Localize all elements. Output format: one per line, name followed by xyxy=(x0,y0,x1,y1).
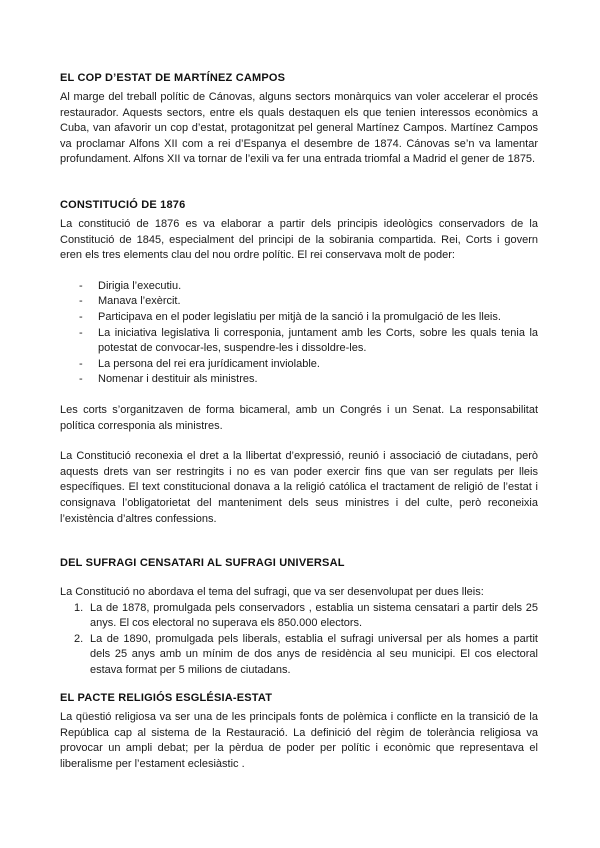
paragraph-pacte: La qüestió religiosa va ser una de les principals fonts de polèmica i conflicte en la transició de la República cap al sistema de la Restauració. La definició del règim de tolerància religiosa va provocar un ampli debat; per la pèrdua de poder per polític i econòmic que representava el liberalisme per l’estament eclesiàstic . xyxy=(60,711,538,770)
list-item: - Nomenar i destituir als ministres. xyxy=(79,373,258,386)
section-constitucio-1876 xyxy=(60,199,538,527)
list-item: - Manava l’exèrcit. xyxy=(79,295,181,308)
paragraph-sufragi-intro: La Constitució no abordava el tema del sufragi, que va ser desenvolupat per dues lleis: xyxy=(60,586,484,598)
section-pacte-religios xyxy=(60,692,538,772)
list-item: - La persona del rei era jurídicament inviolable. xyxy=(79,357,320,370)
section-title-constitucio: CONSTITUCIÓ DE 1876 xyxy=(60,199,186,211)
paragraph-drets: La Constitució reconexia el dret a la llibertat d’expressió, reunió i associació de ciutadans, però aquests drets van ser restringits i no es van poder exercir fins que van ser regulats per lleis específiques. El text constitucional donava a la religió católica el tractament de religió de l’estat i consignava l’obligatorietat del manteniment dels seus ministres i del culte, però reconeixia l’existència d’altres confessions. xyxy=(60,450,538,525)
list-item: 1. La de 1878, promulgada pels conservadors , establia un sistema censatari a partir dels 25 anys. El cos electoral no superava els 850.000 electors. xyxy=(74,601,538,630)
sufragi-laws-list xyxy=(60,601,538,679)
paragraph-corts: Les corts s’organitzaven de forma bicameral, amb un Congrés i un Senat. La responsabilitat política corresponia als ministres. xyxy=(60,403,538,432)
paragraph-constitucio-intro: La constitució de 1876 es va elaborar a partir dels principis ideològics conservadors de la Constitució de 1845, especialment del principi de la sobirania compartida. Rei, Corts i govern eren els tres elements clau del nou ordre polític. El rei conservava molt de poder: xyxy=(60,218,538,262)
king-powers-list xyxy=(60,279,538,388)
list-item: - La iniciativa legislativa li corresponia, juntament amb les Corts, sobre les quals tenia la potestat de convocar-les, suspendre-les i dissoldre-les. xyxy=(79,326,538,355)
section-sufragi xyxy=(60,557,538,679)
section-title-sufragi: DEL SUFRAGI CENSATARI AL SUFRAGI UNIVERSAL xyxy=(60,557,345,569)
list-item: - Dirigia l’executiu. xyxy=(79,279,182,292)
section-cop-estat xyxy=(60,72,538,168)
list-item: 2. La de 1890, promulgada pels liberals, establia el sufragi universal per als homes a partit dels 25 anys amb un mínim de dos anys de residència al seu municipi. El cos electoral estava format per 5 milions de ciutadans. xyxy=(74,632,538,676)
section-title-cop-estat: EL COP D’ESTAT DE MARTÍNEZ CAMPOS xyxy=(60,72,286,84)
list-item: - Participava en el poder legislatiu per mitjà de la sanció i la promulgació de les lleis. xyxy=(79,310,501,323)
section-title-pacte: EL PACTE RELIGIÓS ESGLÉSIA-ESTAT xyxy=(60,692,273,704)
paragraph-cop-estat: Al marge del treball polític de Cánovas, alguns sectors monàrquics van voler accelerar el procés restaurador. Aquests sectors, entre els quals destaquen els que tenien interessos econòmics a Cuba, van afavorir un cop d’estat, protagonitzat pel general Martínez Campos. Martínez Campos va proclamar Alfons XII com a rei d’Espanya el desembre de 1874. Cánovas se’n va lamentar profundament. Alfons XII va tornar de l’exili va fer una entrada triomfal a Madrid el gener de 1875. xyxy=(60,91,538,166)
